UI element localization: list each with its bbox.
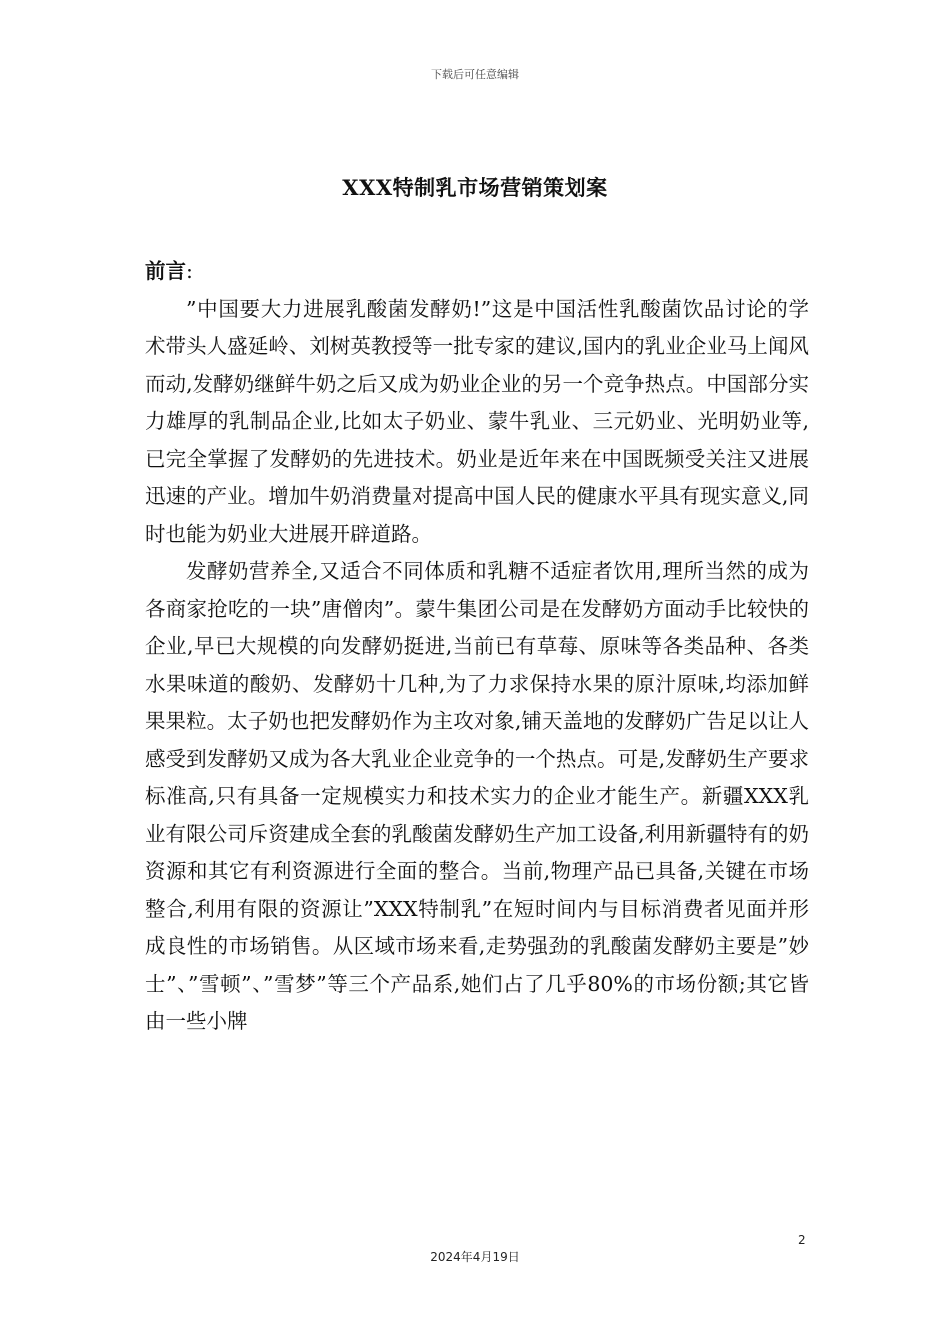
- section-heading-text: 前言: [145, 259, 186, 283]
- paragraph-1: ”中国要大力进展乳酸菌发酵奶!”这是中国活性乳酸菌饮品讨论的学术带头人盛延岭、刘树英教授等一批专家的建议,国内的乳业企业马上闻风而动,发酵奶继鲜牛奶之后又成为奶业企业的另一个竞争热点。中国部分实力雄厚的乳制品企业,比如太子奶业、蒙牛乳业、三元奶业、光明奶业等,已完全掌握了发酵奶的先进技术。奶业是近年来在中国既频受关注又进展迅速的产业。增加牛奶消费量对提高中国人民的健康水平具有现实意义,同时也能为奶业大进展开辟道路。: [145, 296, 809, 546]
- document-title: XXX特制乳市场营销策划案: [342, 175, 608, 200]
- header-note: 下载后可任意编辑: [431, 68, 519, 81]
- section-heading: [145, 253, 809, 291]
- footer-date: 2024年4月19日: [430, 1250, 520, 1264]
- section-heading-colon: :: [186, 259, 193, 283]
- document-body: [145, 253, 809, 1041]
- paragraph-2: 发酵奶营养全,又适合不同体质和乳糖不适症者饮用,理所当然的成为各商家抢吃的一块”唐僧肉”。蒙牛集团公司是在发酵奶方面动手比较快的企业,早已大规模的向发酵奶挺进,当前已有草莓、原味等各类品种、各类水果味道的酸奶、发酵奶十几种,为了力求保持水果的原汁原味,均添加鲜果果粒。太子奶也把发酵奶作为主攻对象,铺天盖地的发酵奶广告足以让人感受到发酵奶又成为各大乳业企业竞争的一个热点。可是,发酵奶生产要求标准高,只有具备一定规模实力和技术实力的企业才能生产。新疆XXX乳业有限公司斥资建成全套的乳酸菌发酵奶生产加工设备,利用新疆特有的奶资源和其它有利资源进行全面的整合。当前,物理产品已具备,关键在市场整合,利用有限的资源让”XXX特制乳”在短时间内与目标消费者见面并形成良性的市场销售。从区域市场来看,走势强劲的乳酸菌发酵奶主要是”妙士”、”雪顿”、”雪梦”等三个产品系,她们占了几乎80%的市场份额;其它皆由一些小牌: [145, 559, 809, 1033]
- page-number: 2: [798, 1233, 806, 1247]
